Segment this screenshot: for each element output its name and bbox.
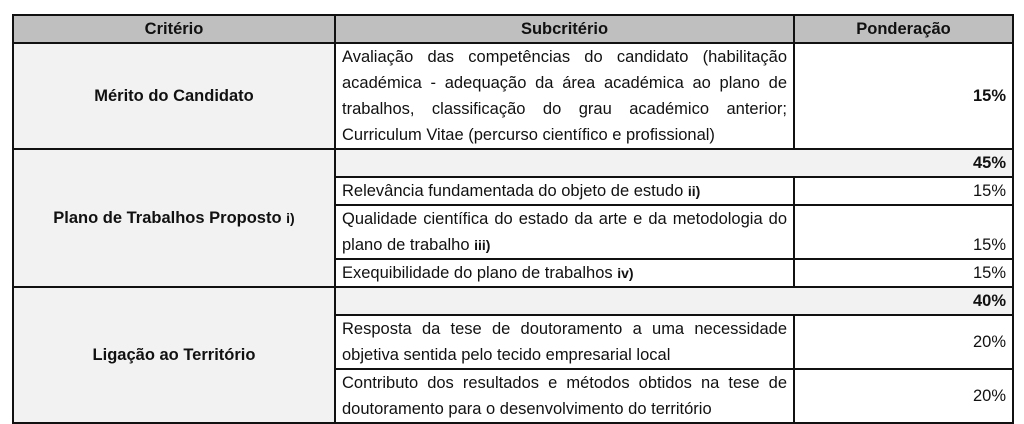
header-row — [13, 15, 1013, 43]
weight-cell — [794, 177, 1013, 205]
subcriterion-text: Relevância fundamentada do objeto de estudo — [342, 182, 684, 200]
subtotal-cell — [335, 287, 1013, 315]
subcriterion-text: Avaliação das competências do candidato (habilitação académica - adequação da área académica ao plano de trabalhos, classificação do grau académico anterior; Curriculum Vitae (percurso científico e profissional) — [342, 48, 787, 144]
subcriterion-cell — [335, 315, 794, 369]
subcriterion-cell — [335, 177, 794, 205]
criterion-label: Ligação ao Território — [92, 346, 256, 364]
subtotal-row — [13, 287, 1013, 315]
weight-cell — [794, 43, 1013, 149]
table-row — [13, 43, 1013, 149]
subcriterion-note: iv) — [617, 265, 634, 281]
subtotal-cell — [335, 149, 1013, 177]
weight-value: 15% — [972, 87, 1006, 105]
header-subcriterio: Subcritério — [335, 15, 794, 43]
subcriterion-text: Exequibilidade do plano de trabalhos — [342, 264, 618, 282]
weight-value: 15% — [972, 264, 1006, 282]
weight-value: 15% — [972, 182, 1006, 200]
weight-value: 15% — [972, 236, 1006, 254]
subcriterion-cell — [335, 205, 794, 259]
criterion-merito — [13, 43, 335, 149]
evaluation-criteria-table — [12, 14, 1014, 424]
criterion-note: i) — [286, 210, 295, 226]
subcriterion-cell — [335, 259, 794, 287]
weight-cell — [794, 315, 1013, 369]
header-criterio: Critério — [13, 15, 335, 43]
subcriterion-note: ii) — [687, 183, 701, 199]
weight-cell — [794, 205, 1013, 259]
criterion-label: Plano de Trabalhos Proposto — [53, 209, 282, 227]
weight-value: 20% — [972, 387, 1006, 405]
criterion-ligacao — [13, 287, 335, 423]
subcriterion-text: Resposta da tese de doutoramento a uma necessidade objetiva sentida pelo tecido empresarial local — [342, 320, 787, 364]
subcriterion-text: Contributo dos resultados e métodos obtidos na tese de doutoramento para o desenvolvimento do território — [342, 374, 787, 418]
subcriterion-cell — [335, 43, 794, 149]
subcriterion-text: Qualidade científica do estado da arte e da metodologia do plano de trabalho — [342, 210, 787, 254]
weight-cell — [794, 259, 1013, 287]
criterion-label: Mérito do Candidato — [94, 87, 254, 105]
header-ponderacao: Ponderação — [794, 15, 1013, 43]
subcriterion-note: iii) — [474, 237, 491, 253]
weight-cell — [794, 369, 1013, 423]
subtotal-row — [13, 149, 1013, 177]
subtotal-value: 45% — [972, 154, 1006, 172]
subcriterion-cell — [335, 369, 794, 423]
criterion-plano — [13, 149, 335, 287]
subtotal-value: 40% — [972, 292, 1006, 310]
weight-value: 20% — [972, 333, 1006, 351]
